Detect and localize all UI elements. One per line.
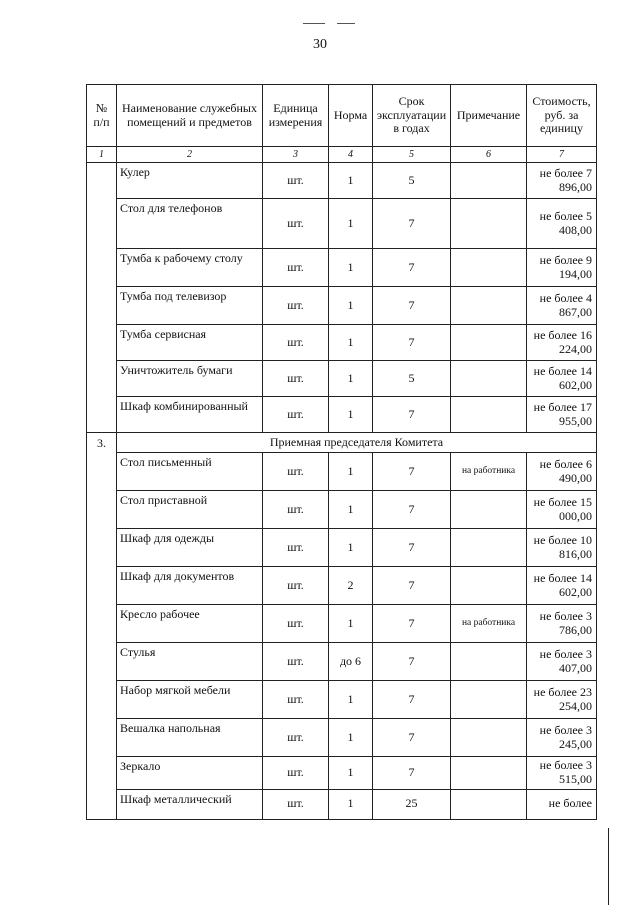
col-index: 6: [451, 147, 527, 163]
item-note: [451, 681, 527, 719]
top-marks: [303, 11, 367, 29]
item-note: [451, 567, 527, 605]
item-term: 7: [373, 453, 451, 491]
item-term: 7: [373, 529, 451, 567]
table-row: [87, 491, 597, 529]
item-norm: 2: [329, 567, 373, 605]
item-norm: 1: [329, 163, 373, 199]
item-norm: 1: [329, 287, 373, 325]
item-name: Кресло рабочее: [117, 605, 263, 643]
item-note: [451, 719, 527, 757]
item-unit: шт.: [263, 491, 329, 529]
page-number: 30: [313, 37, 327, 52]
table-row: [87, 789, 597, 819]
item-cost: не более 6 490,00: [527, 453, 597, 491]
item-unit: шт.: [263, 361, 329, 397]
item-term: 7: [373, 249, 451, 287]
table-row: [87, 605, 597, 643]
item-name: Шкаф металлический: [117, 789, 263, 819]
item-term: 7: [373, 567, 451, 605]
column-index-row: [87, 147, 597, 163]
table-row: [87, 397, 597, 433]
item-name: Шкаф для документов: [117, 567, 263, 605]
item-cost: не более 15 000,00: [527, 491, 597, 529]
col-index: 4: [329, 147, 373, 163]
item-term: 7: [373, 719, 451, 757]
item-name: Тумба под телевизор: [117, 287, 263, 325]
item-note: [451, 361, 527, 397]
header-note: Примечание: [451, 85, 527, 147]
col-index: 1: [87, 147, 117, 163]
item-name: Кулер: [117, 163, 263, 199]
item-norm: 1: [329, 605, 373, 643]
item-unit: шт.: [263, 325, 329, 361]
item-term: 7: [373, 757, 451, 790]
item-unit: шт.: [263, 163, 329, 199]
section-row: [87, 433, 597, 453]
item-norm: 1: [329, 453, 373, 491]
item-name: Уничтожитель бумаги: [117, 361, 263, 397]
item-name: Вешалка напольная: [117, 719, 263, 757]
item-name: Стулья: [117, 643, 263, 681]
item-note: [451, 397, 527, 433]
table-row: [87, 757, 597, 790]
item-cost: не более 3 245,00: [527, 719, 597, 757]
header-term: Срок эксплуатации в годах: [373, 85, 451, 147]
item-norm: 1: [329, 757, 373, 790]
item-cost: не более 7 896,00: [527, 163, 597, 199]
item-term: 7: [373, 199, 451, 249]
item-note: [451, 529, 527, 567]
table-row: [87, 249, 597, 287]
item-cost: не более 3 515,00: [527, 757, 597, 790]
item-unit: шт.: [263, 643, 329, 681]
item-unit: шт.: [263, 529, 329, 567]
item-name: Стол приставной: [117, 491, 263, 529]
item-norm: 1: [329, 249, 373, 287]
item-note: [451, 789, 527, 819]
item-cost: не более 3 786,00: [527, 605, 597, 643]
item-cost: не более 14 602,00: [527, 361, 597, 397]
item-note: на работника: [451, 605, 527, 643]
item-unit: шт.: [263, 199, 329, 249]
item-cost: не более 16 224,00: [527, 325, 597, 361]
margin-line: [608, 828, 609, 905]
table-row: [87, 719, 597, 757]
item-term: 5: [373, 361, 451, 397]
item-name: Стол для телефонов: [117, 199, 263, 249]
item-cost: не более 10 816,00: [527, 529, 597, 567]
item-name: Шкаф для одежды: [117, 529, 263, 567]
item-norm: 1: [329, 789, 373, 819]
norms-table: [86, 84, 597, 820]
item-note: на работника: [451, 453, 527, 491]
item-note: [451, 199, 527, 249]
table-row: [87, 361, 597, 397]
col-index: 5: [373, 147, 451, 163]
item-norm: 1: [329, 199, 373, 249]
item-term: 7: [373, 325, 451, 361]
item-cost: не более 17 955,00: [527, 397, 597, 433]
item-term: 7: [373, 643, 451, 681]
table-row: [87, 529, 597, 567]
table-row: [87, 287, 597, 325]
header-row: [87, 85, 597, 147]
item-norm: 1: [329, 491, 373, 529]
item-cost: не более 14 602,00: [527, 567, 597, 605]
table-body: [87, 85, 597, 820]
item-cost: не более 23 254,00: [527, 681, 597, 719]
section-number: 3.: [87, 433, 117, 820]
table-row: [87, 643, 597, 681]
item-cost: не более 4 867,00: [527, 287, 597, 325]
table-row: [87, 567, 597, 605]
item-name: Тумба к рабочему столу: [117, 249, 263, 287]
item-note: [451, 325, 527, 361]
table-row: [87, 681, 597, 719]
item-name: Зеркало: [117, 757, 263, 790]
header-num: № п/п: [87, 85, 117, 147]
item-norm: 1: [329, 325, 373, 361]
item-note: [451, 287, 527, 325]
item-term: 7: [373, 605, 451, 643]
item-norm: 1: [329, 529, 373, 567]
item-unit: шт.: [263, 453, 329, 491]
item-note: [451, 643, 527, 681]
item-norm: 1: [329, 681, 373, 719]
header-cost: Стоимость, руб. за единицу: [527, 85, 597, 147]
item-unit: шт.: [263, 249, 329, 287]
col-index: 2: [117, 147, 263, 163]
item-term: 7: [373, 287, 451, 325]
item-unit: шт.: [263, 287, 329, 325]
table-row: [87, 325, 597, 361]
col-index: 7: [527, 147, 597, 163]
item-norm: 1: [329, 719, 373, 757]
header-norm: Норма: [329, 85, 373, 147]
item-unit: шт.: [263, 397, 329, 433]
item-unit: шт.: [263, 605, 329, 643]
col-index: 3: [263, 147, 329, 163]
item-unit: шт.: [263, 567, 329, 605]
header-name: Наименование служебных помещений и предметов: [117, 85, 263, 147]
table-row: [87, 163, 597, 199]
item-term: 7: [373, 681, 451, 719]
item-note: [451, 249, 527, 287]
item-cost: не более 9 194,00: [527, 249, 597, 287]
item-norm: 1: [329, 397, 373, 433]
item-note: [451, 491, 527, 529]
item-norm: до 6: [329, 643, 373, 681]
table-row: [87, 453, 597, 491]
item-cost: не более 3 407,00: [527, 643, 597, 681]
item-name: Шкаф комбинированный: [117, 397, 263, 433]
item-term: 25: [373, 789, 451, 819]
item-note: [451, 757, 527, 790]
item-name: Стол письменный: [117, 453, 263, 491]
item-cost: не более 5 408,00: [527, 199, 597, 249]
item-term: 7: [373, 491, 451, 529]
item-term: 7: [373, 397, 451, 433]
item-note: [451, 163, 527, 199]
header-unit: Единица измерения: [263, 85, 329, 147]
item-unit: шт.: [263, 757, 329, 790]
group1-num-cell: [87, 163, 117, 433]
item-cost: не более: [527, 789, 597, 819]
item-name: Тумба сервисная: [117, 325, 263, 361]
item-unit: шт.: [263, 719, 329, 757]
section-title: Приемная председателя Комитета: [117, 433, 597, 453]
item-unit: шт.: [263, 789, 329, 819]
item-name: Набор мягкой мебели: [117, 681, 263, 719]
table-row: [87, 199, 597, 249]
item-norm: 1: [329, 361, 373, 397]
item-term: 5: [373, 163, 451, 199]
item-unit: шт.: [263, 681, 329, 719]
